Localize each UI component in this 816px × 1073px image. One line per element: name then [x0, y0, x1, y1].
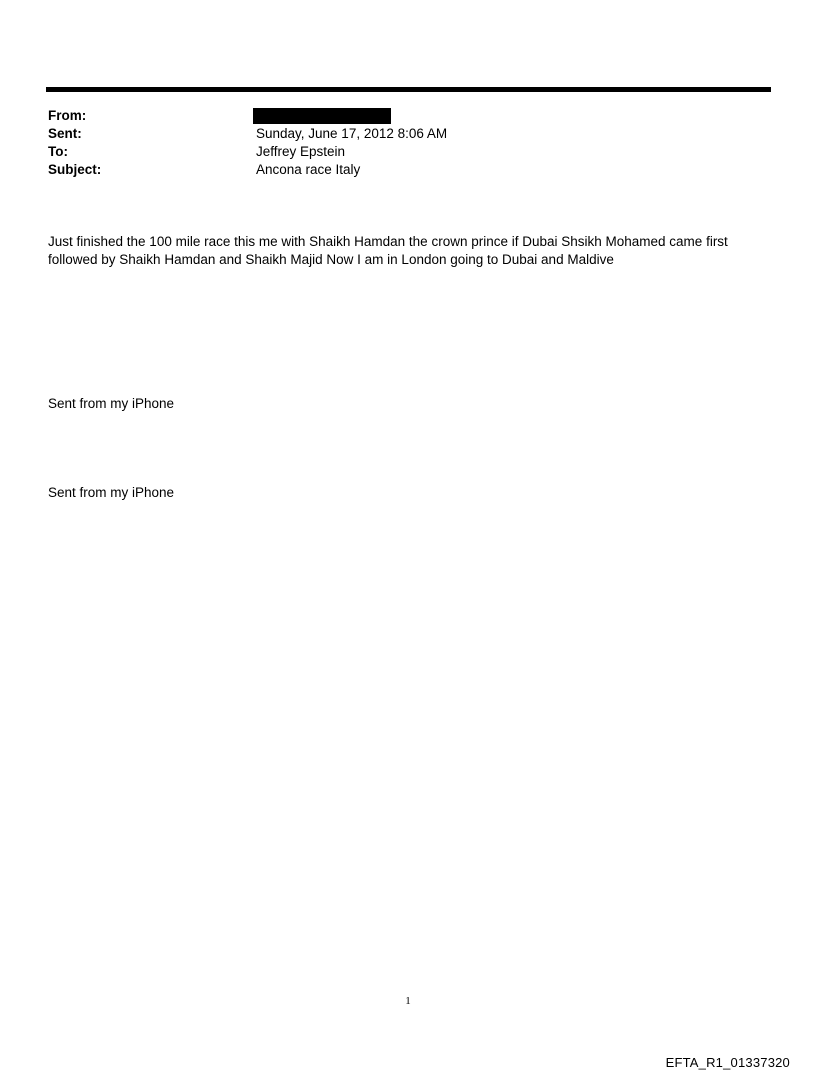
- body-line: Just finished the 100 mile race this me with Shaikh Hamdan the crown prince if Dubai Shsikh Mohamed came first: [48, 234, 728, 249]
- email-header: [48, 107, 748, 179]
- email-signature: Sent from my iPhone: [48, 396, 175, 411]
- email-body: [48, 233, 768, 269]
- body-line: followed by Shaikh Hamdan and Shaikh Majid Now I am in London going to Dubai and Maldive: [48, 252, 614, 267]
- from-row: [48, 107, 748, 125]
- to-label: To:: [48, 144, 68, 159]
- subject-value: Ancona race Italy: [256, 162, 361, 177]
- sent-row: [48, 125, 748, 143]
- subject-label: Subject:: [48, 162, 102, 177]
- email-signature: Sent from my iPhone: [48, 485, 175, 500]
- redaction-box: [253, 108, 391, 124]
- header-divider: [46, 87, 771, 92]
- to-value: Jeffrey Epstein: [256, 144, 346, 159]
- sent-value: Sunday, June 17, 2012 8:06 AM: [256, 126, 448, 141]
- from-value: [256, 107, 748, 125]
- sent-label: Sent:: [48, 126, 82, 141]
- from-label: From:: [48, 108, 87, 123]
- document-id: EFTA_R1_01337320: [665, 1055, 790, 1070]
- to-row: [48, 143, 748, 161]
- page-number: 1: [405, 995, 411, 1007]
- subject-row: [48, 161, 748, 179]
